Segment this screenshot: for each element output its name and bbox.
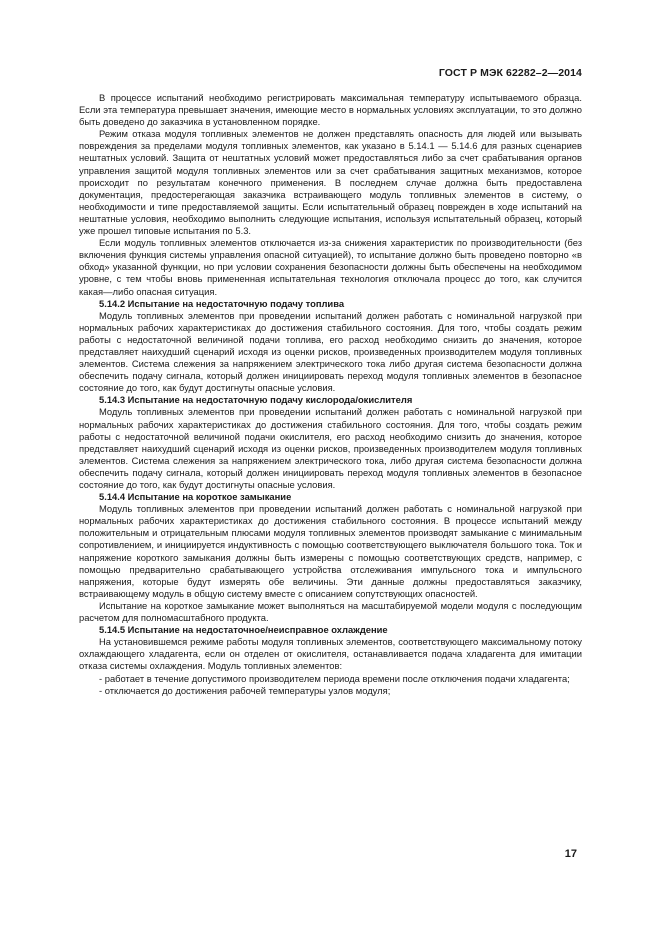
- paragraph: Модуль топливных элементов при проведении испытаний должен работать с номинальной нагрузкой при нормальных рабочих характеристиках до достижения стабильного состояния. В процессе испытаний между положительным и отрицательным плюсами модуля топливных элементов производят замыкание с минимальным сопротивлением, и инициируется индуктивность с помощью соответствующего выключателя большого тока. Ток и напряжение короткого замыкания должны быть измерены с помощью соответствующих средств, например, с помощью предварительно срабатывающего устройства отслеживания импульсного тока и импульсного напряжения, которые будут измерять обе величины. Эти данные должны предоставляться заказчику, встраивающему модуль в общую систему вместе с описанием сопутствующих опасностей.: [79, 503, 582, 599]
- paragraph: Модуль топливных элементов при проведении испытаний должен работать с номинальной нагрузкой при нормальных рабочих характеристиках до достижения стабильного состояния. Для того, чтобы создать режим работы с недостаточной величиной подачи окислителя, его расход необходимо снизить до значения, которое представляет наихудший сценарий исходя из оценки рисков, произведенных производителем модуля топливных элементов. Система слежения за напряжением электрического тока, либо другая система безопасности должна обеспечить подачу сигнала, который должен инициировать переход модуля топливных элементов в безопасное состояние до того, как будут достигнуты опасные условия.: [79, 406, 582, 490]
- list-item: - отключается до достижения рабочей температуры узлов модуля;: [99, 684, 391, 696]
- list-item: - работает в течение допустимого производителем периода времени после отключения подачи хладагента;: [99, 672, 570, 684]
- paragraph: На установившемся режиме работы модуля топливных элементов, соответствующего максимальному потоку охлаждающего хладагента, если он отделен от окислителя, останавливается подача хладагента для имитации отказа системы охлаждения. Модуль топливных элементов:: [79, 636, 582, 672]
- section-heading-5-14-5: 5.14.5 Испытание на недостаточное/неисправное охлаждение: [99, 624, 388, 636]
- paragraph: Если модуль топливных элементов отключается из-за снижения характеристик по производительности (без включения функция системы управления опасной ситуацией), то испытание должно быть проведено повторно «в обход» указанной функции, но при условии сохранения безопасности должны быть обеспечены на необходимом уровне, с тем чтобы вновь примененная испытательная технология отключала процесс до того, как случится какая—либо опасная ситуация.: [79, 237, 582, 297]
- paragraph: Режим отказа модуля топливных элементов не должен представлять опасность для людей или вызывать повреждения за пределами модуля топливных элементов, как указано в 5.14.1 — 5.14.6 для разных сценариев нештатных условий. Защита от нештатных условий может предоставляться либо за счет срабатывания органов управления защитой модуля топливных элементов или за счет срабатывания защитных механизмов, которое происходит по результатам конечного применения. В последнем случае должна быть предоставлена документация, предостерегающая заказчика встраивающего модуль топливных элементов в систему, о необходимости и типе предоставляемой защиты. Если испытательный образец поврежден в ходе испытаний на нештатные условия, необходимо выполнить следующие испытания, используя испытательный образец, который уже прошел типовые испытания по 5.3.: [79, 128, 582, 237]
- section-heading-5-14-4: 5.14.4 Испытание на короткое замыкание: [99, 491, 292, 503]
- document-standard-id: ГОСТ Р МЭК 62282–2—2014: [438, 67, 582, 79]
- paragraph: Модуль топливных элементов при проведении испытаний должен работать с номинальной нагрузкой при нормальных рабочих характеристиках до достижения стабильного состояния. Для того, чтобы создать режим работы с недостаточной величиной подачи топлива, его расход необходимо снизить до значения, которое представляет наихудший сценарий исходя из оценки рисков, произведенных производителем модуля топливных элементов. Система слежения за напряжением электрического тока либо другая система безопасности должна обеспечить подачу сигнала, который должен инициировать переход модуля топливных элементов в безопасное состояние до того, как будут достигнуты опасные условия.: [79, 309, 582, 394]
- section-heading-5-14-2: 5.14.2 Испытание на недостаточную подачу топлива: [99, 297, 345, 309]
- document-body: [79, 92, 582, 697]
- page-number: 17: [564, 848, 577, 860]
- paragraph: В процессе испытаний необходимо регистрировать максимальная температуру испытываемого образца. Если эта температура превышает значения, имеющие место в нормальных условиях эксплуатации, то это должно быть доведено до заказчика в установленном порядке.: [79, 92, 582, 128]
- paragraph: Испытание на короткое замыкание может выполняться на масштабируемой модели модуля с последующим расчетом для полномасштабного продукта.: [79, 599, 582, 624]
- section-heading-5-14-3: 5.14.3 Испытание на недостаточную подачу кислорода/окислителя: [99, 394, 413, 406]
